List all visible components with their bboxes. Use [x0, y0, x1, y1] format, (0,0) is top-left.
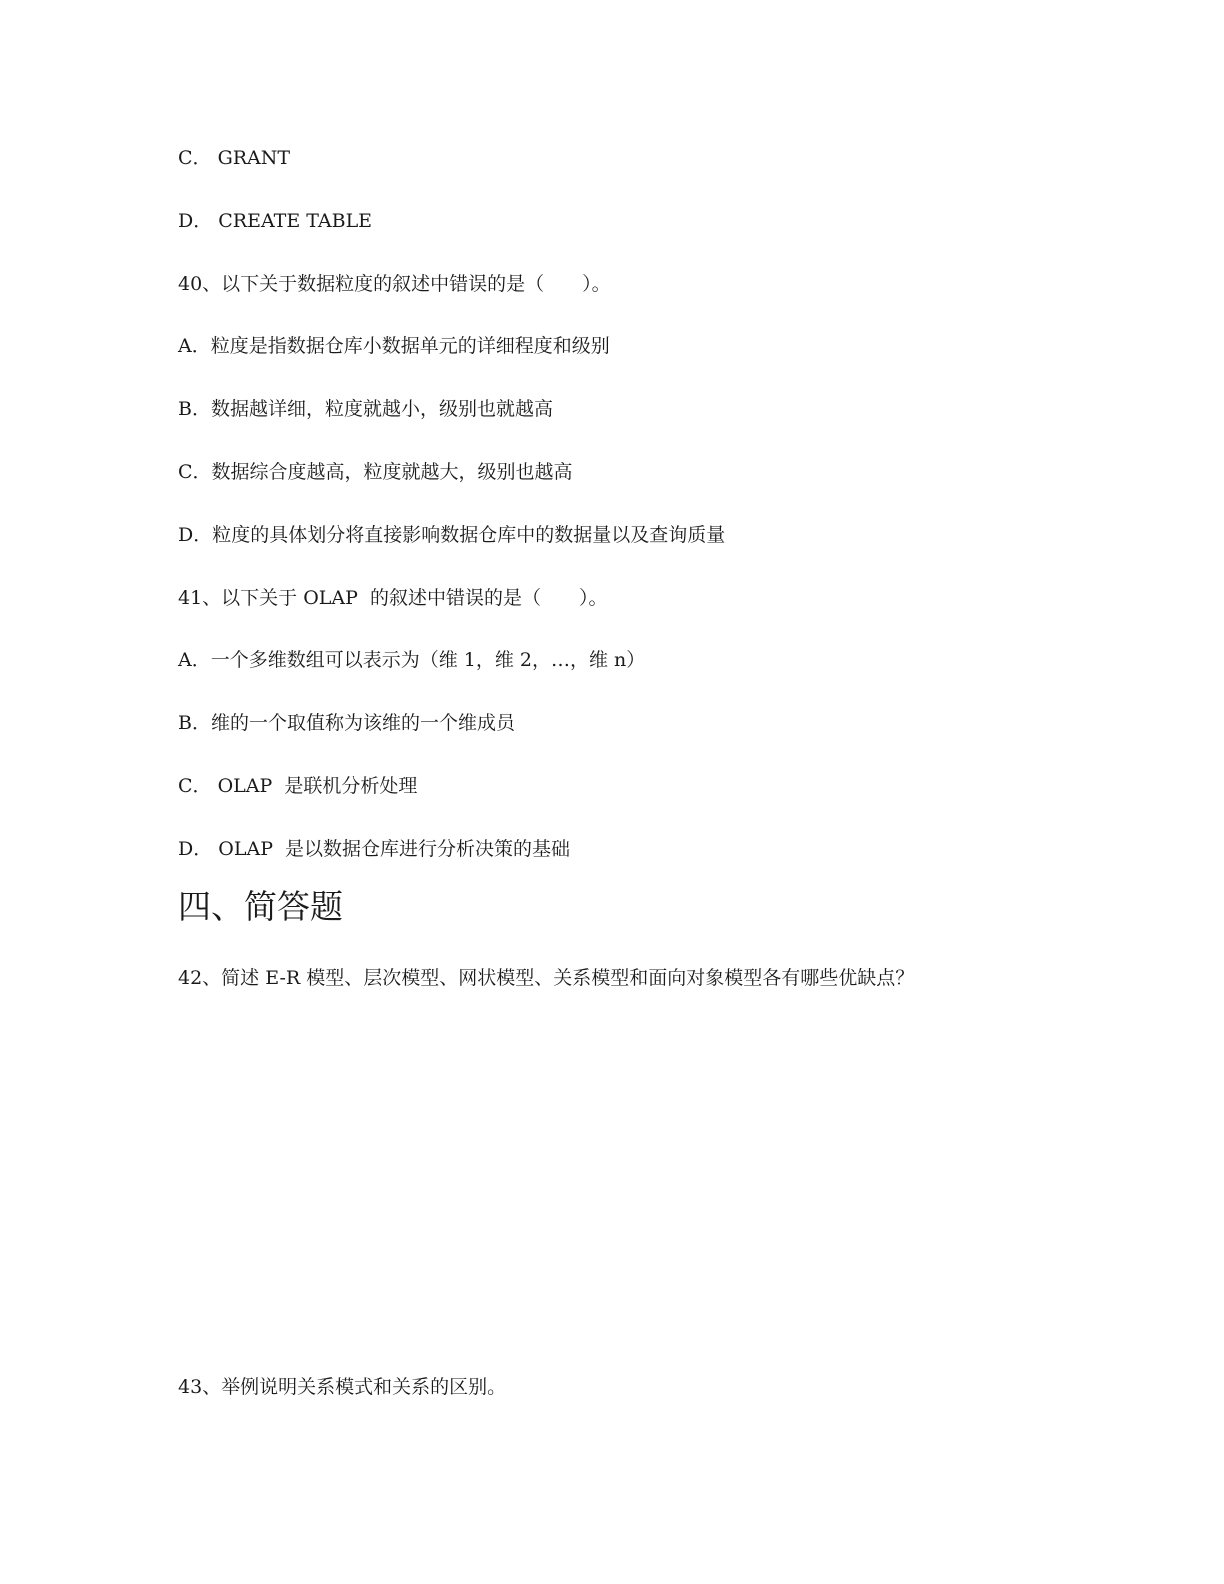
question-43: 43、举例说明关系模式和关系的区别。 — [178, 1376, 507, 1398]
question-40-option-b: B．数据越详细，粒度就越小，级别也就越高 — [178, 398, 553, 420]
question-40: 40、以下关于数据粒度的叙述中错误的是（ ）。 — [178, 273, 611, 295]
question-41-option-b: B．维的一个取值称为该维的一个维成员 — [178, 712, 515, 734]
question-40-option-c: C．数据综合度越高，粒度就越大，级别也越高 — [178, 461, 573, 483]
question-41-option-a: A．一个多维数组可以表示为（维 1，维 2，…，维 n） — [178, 649, 646, 671]
question-40-option-d: D．粒度的具体划分将直接影响数据仓库中的数据量以及查询质量 — [178, 524, 726, 546]
question-42: 42、简述 E-R 模型、层次模型、网状模型、关系模型和面向对象模型各有哪些优缺点？ — [178, 967, 915, 989]
section-heading-short-answer: 四、简答题 — [178, 887, 343, 926]
question-40-option-a: A．粒度是指数据仓库小数据单元的详细程度和级别 — [178, 335, 610, 357]
question-41-option-c: C． OLAP 是联机分析处理 — [178, 775, 418, 797]
question-41-option-d: D． OLAP 是以数据仓库进行分析决策的基础 — [178, 838, 571, 860]
option-d-create-table: D． CREATE TABLE — [178, 210, 373, 232]
question-41: 41、以下关于 OLAP 的叙述中错误的是（ ）。 — [178, 587, 608, 609]
option-c-grant: C． GRANT — [178, 147, 291, 169]
